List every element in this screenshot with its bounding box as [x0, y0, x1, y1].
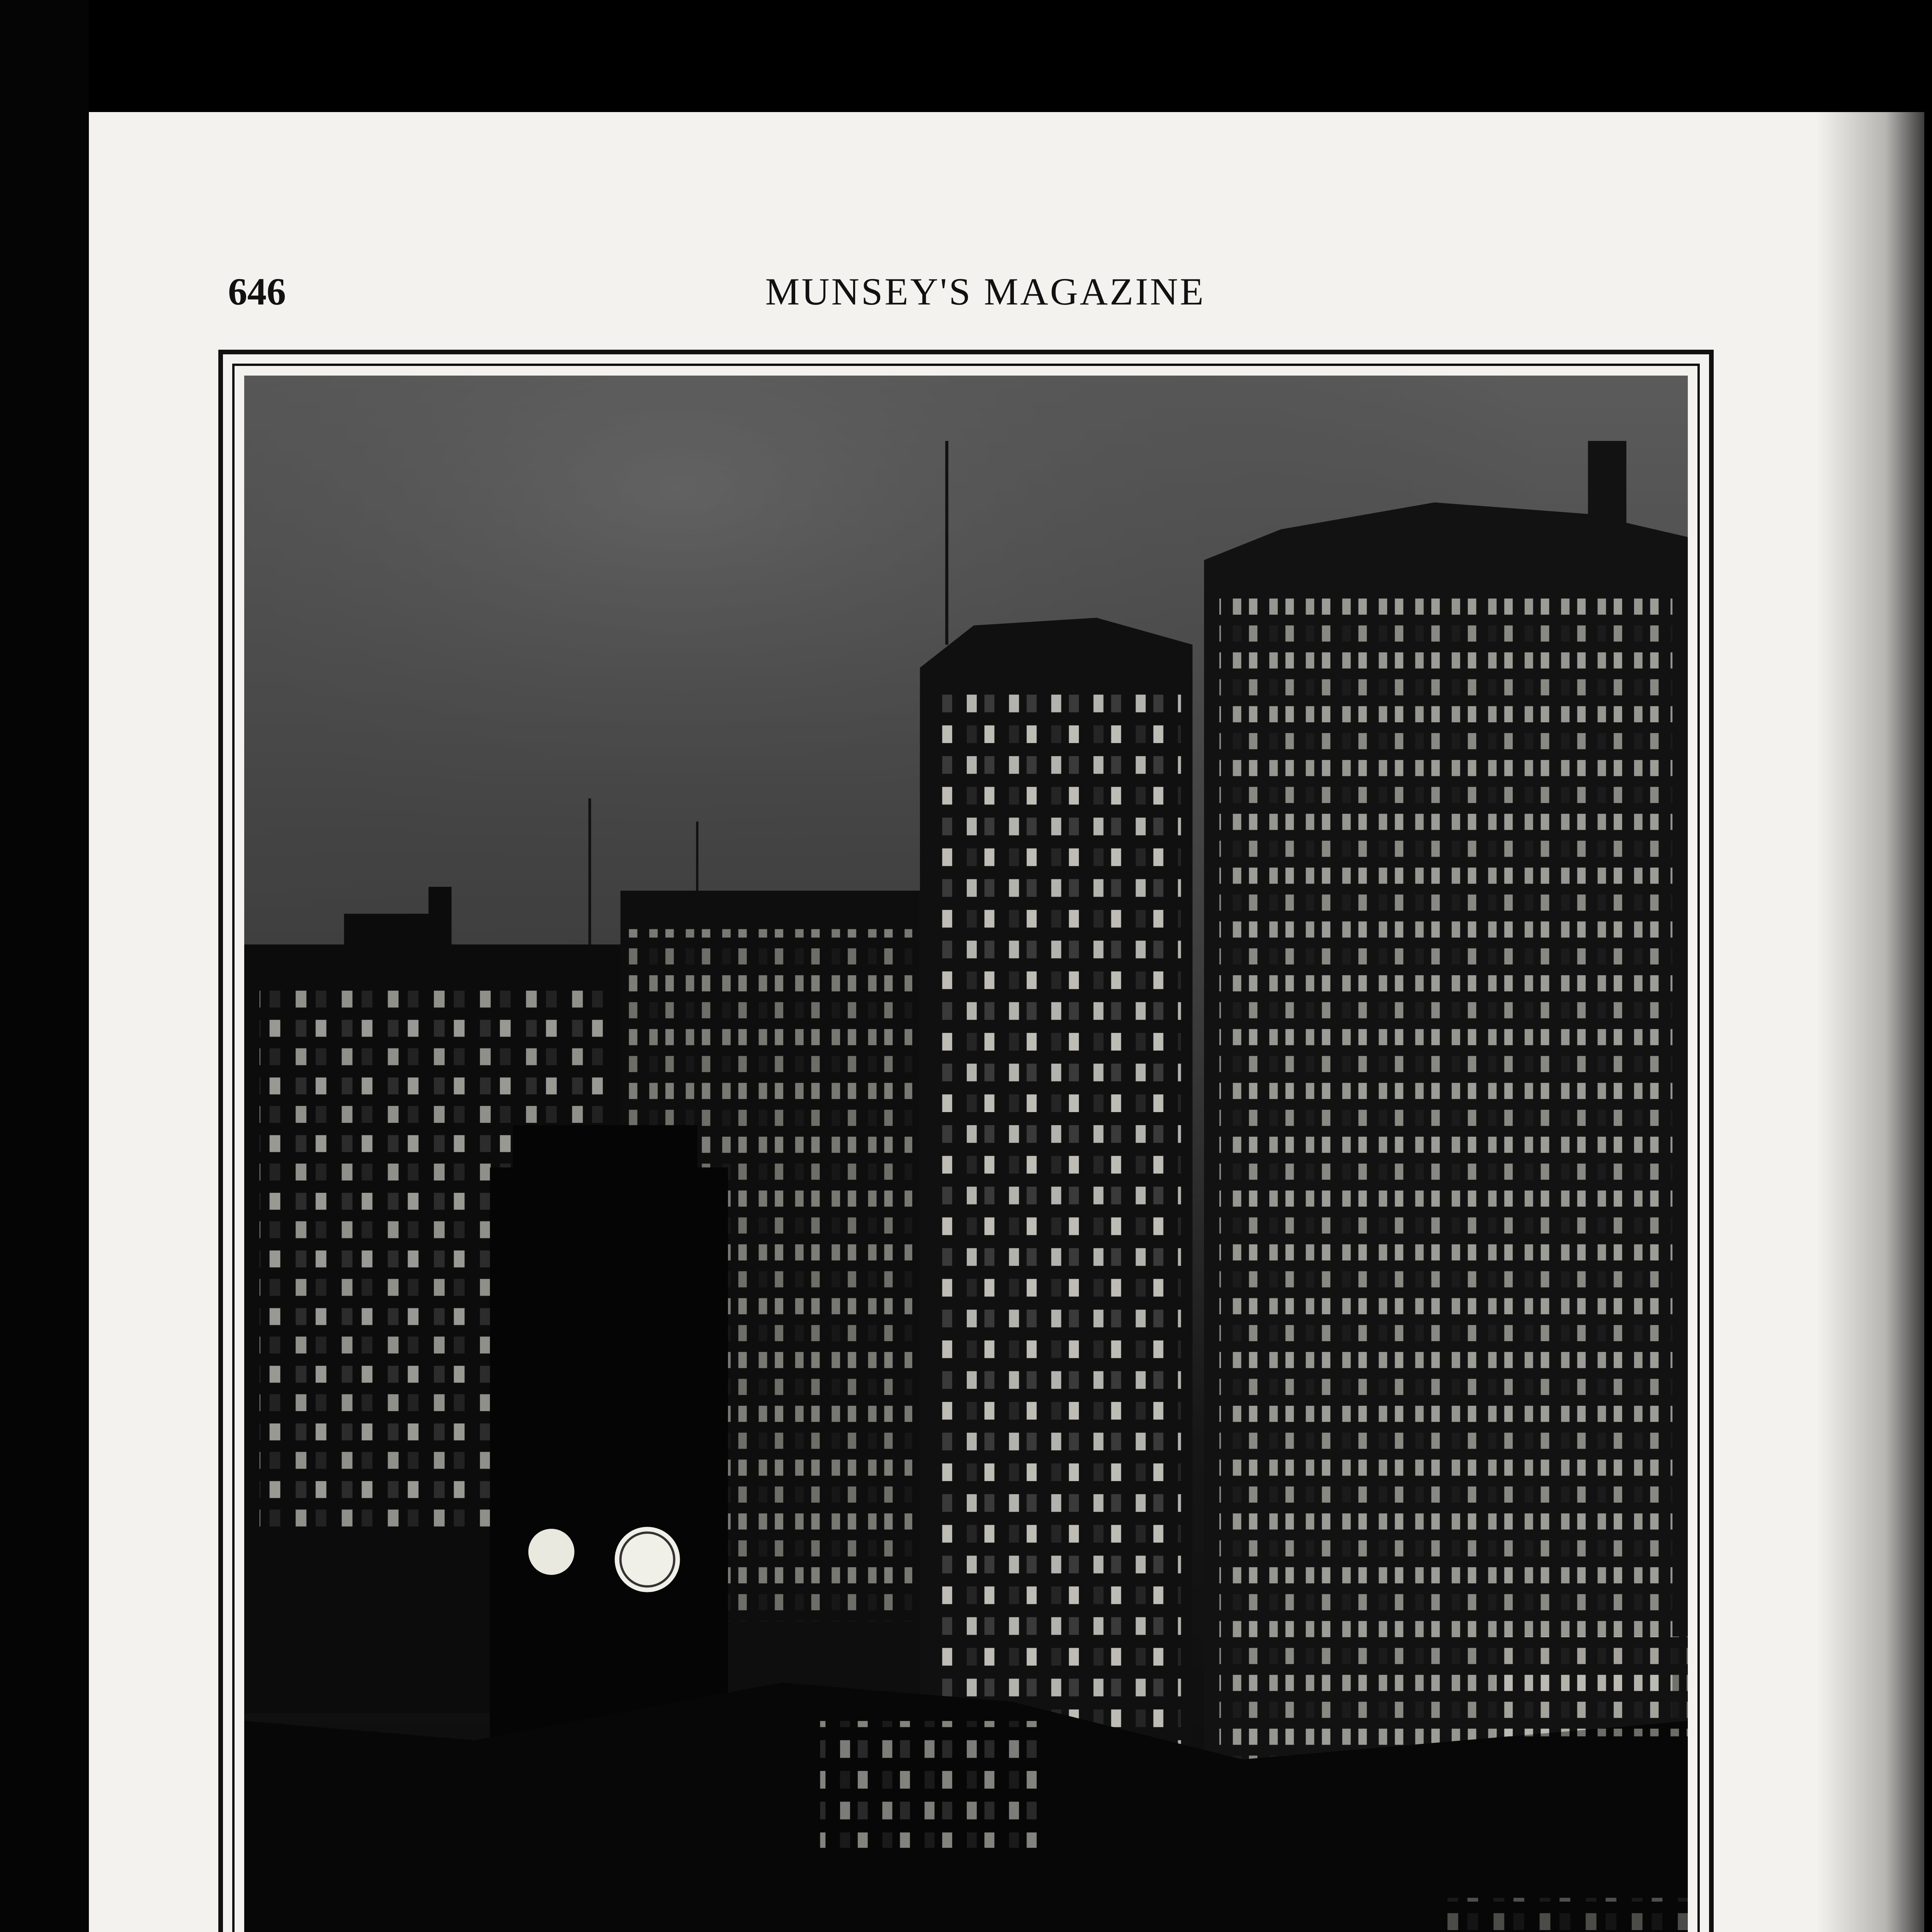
photo-frame	[218, 350, 1714, 1932]
page-gutter-shadow	[1816, 112, 1932, 1932]
photo-illustration	[244, 376, 1688, 1932]
page-number: 646	[228, 270, 286, 313]
night-city-skyline-photo	[244, 376, 1688, 1932]
clock-face-front	[615, 1527, 680, 1592]
clock-face-left	[528, 1529, 574, 1575]
scan-left-edge	[0, 0, 89, 1932]
running-head: MUNSEY'S MAGAZINE	[765, 270, 1206, 313]
penobscot-building	[920, 618, 1192, 1875]
photo-frame-inner-rule	[232, 364, 1700, 1932]
